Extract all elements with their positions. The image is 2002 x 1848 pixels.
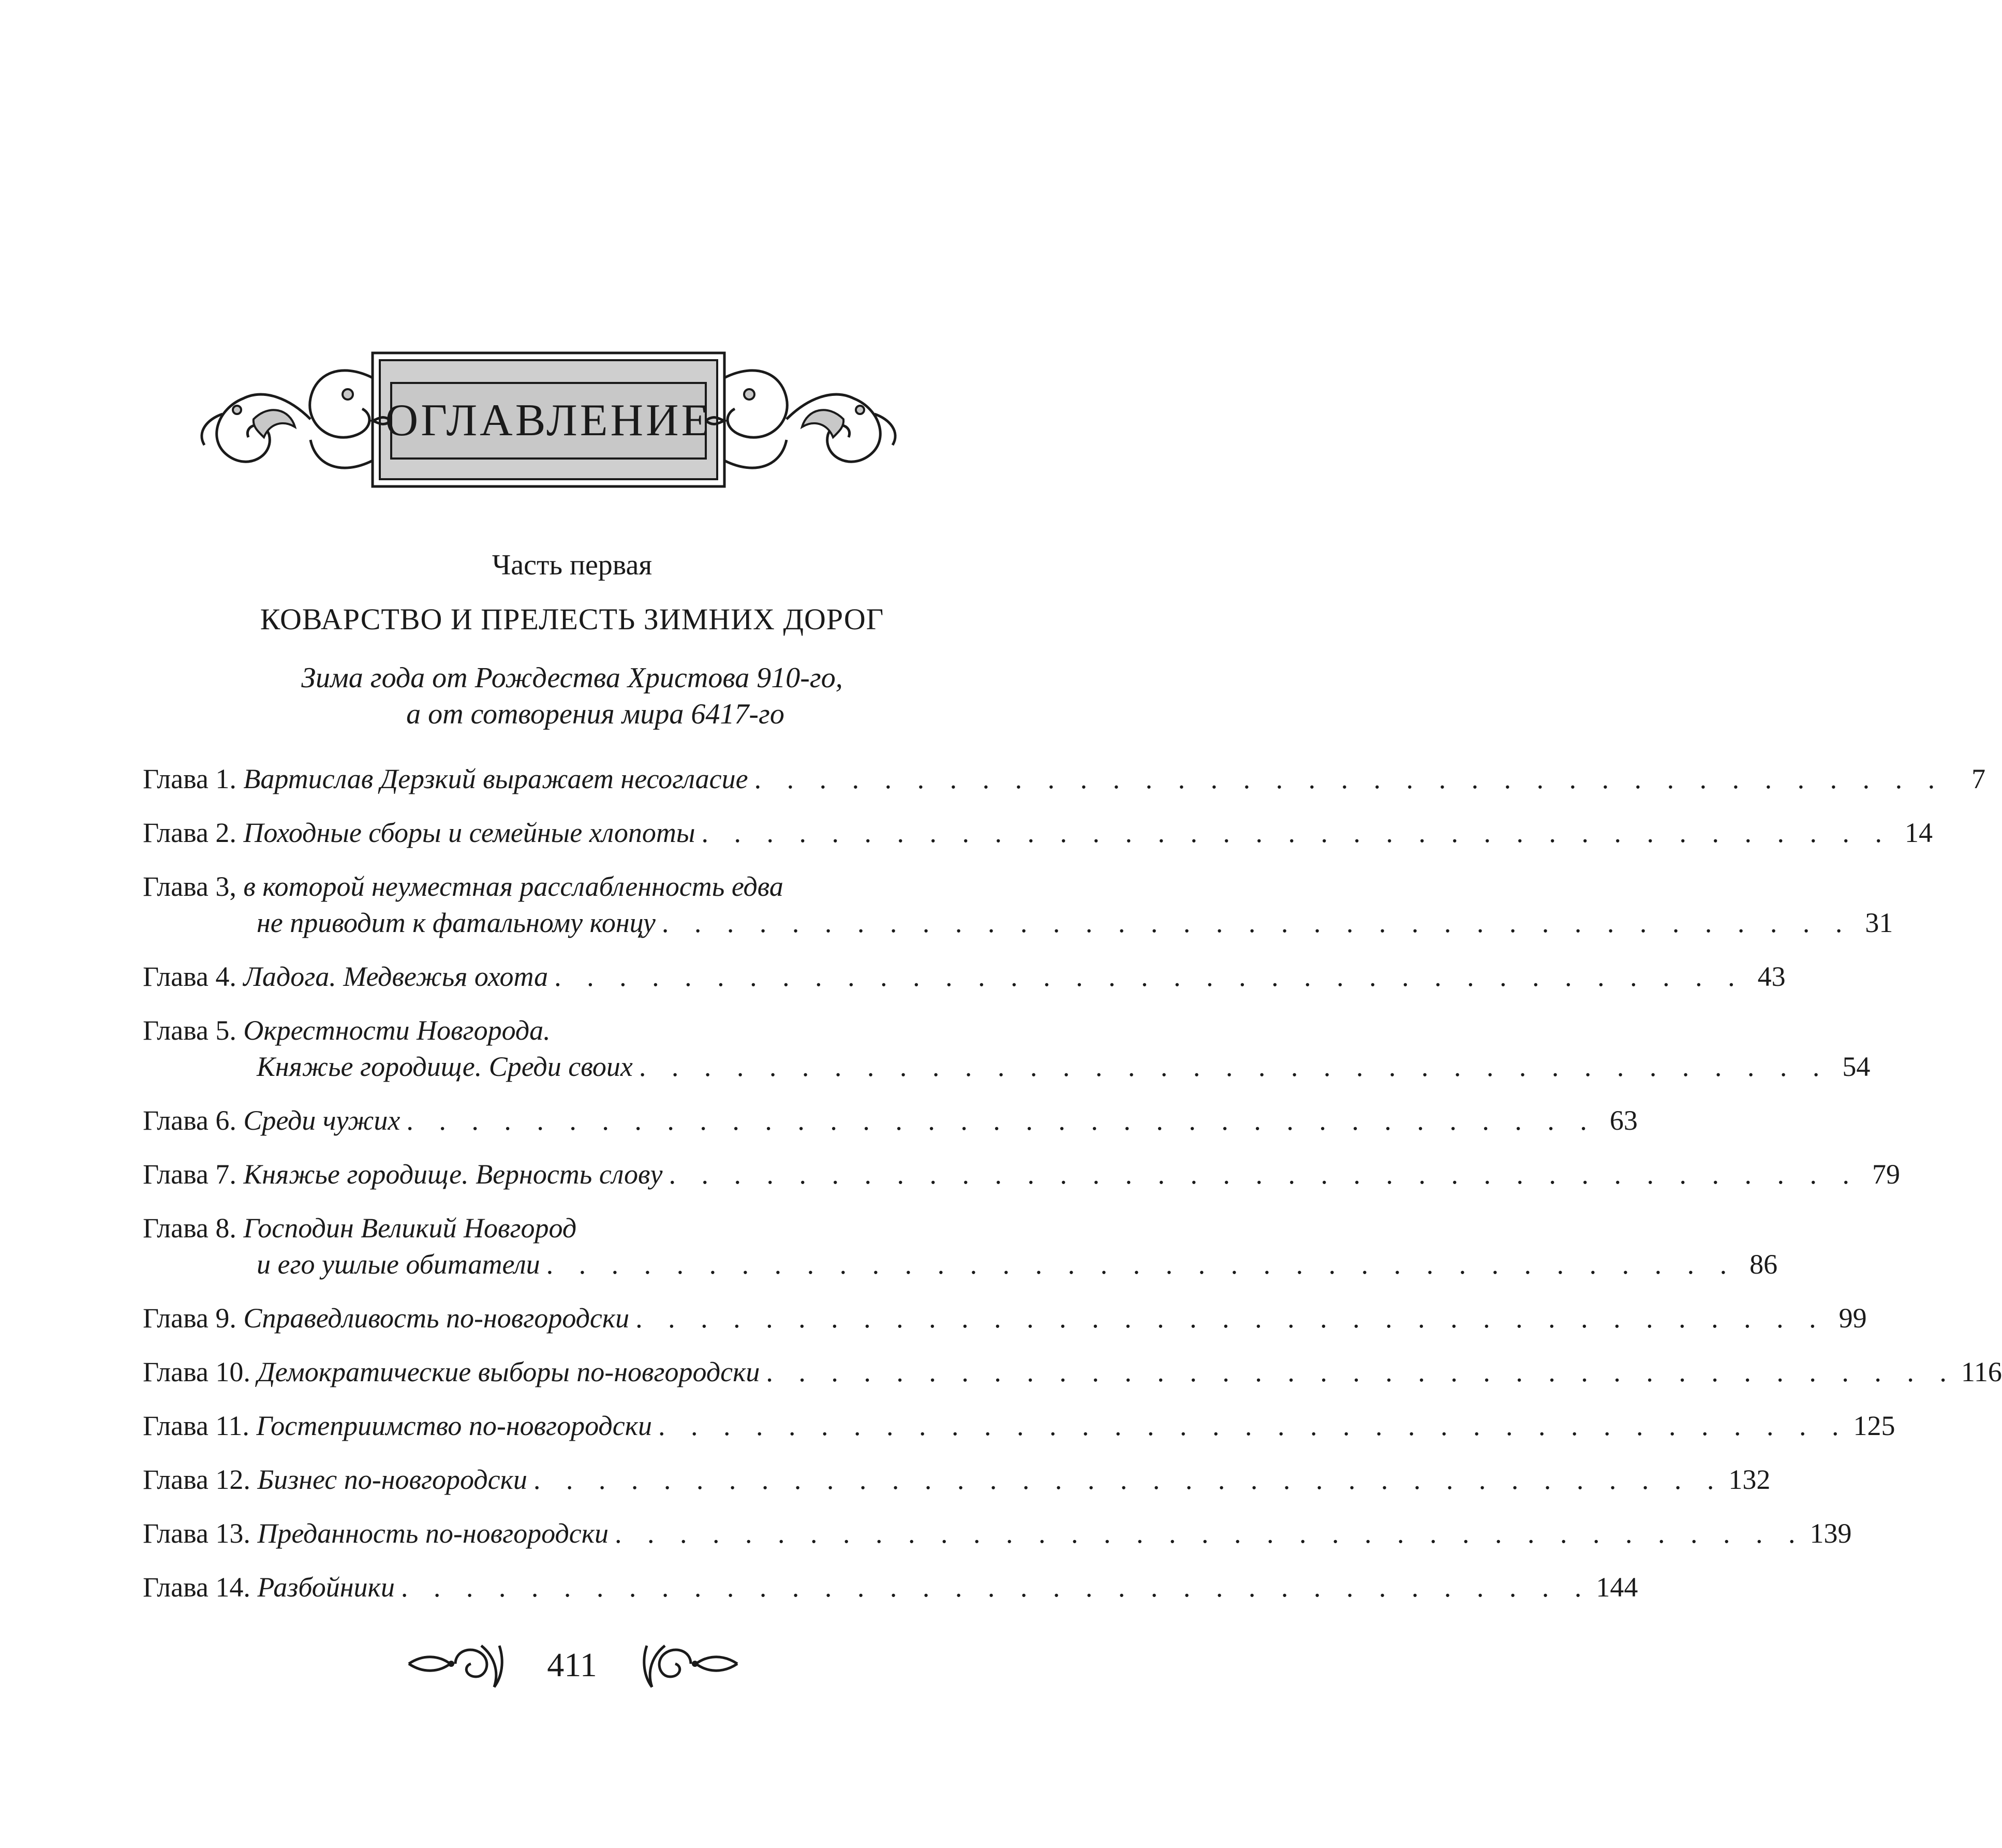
chapter-title: в которой неуместная расслабленность едва: [243, 871, 783, 902]
dot-leader: . . . . . . . . . . . . . . . . . . . . . . . . . . . . . . . . . . . . .: [661, 907, 1852, 938]
page-number: 125: [1853, 1410, 1895, 1441]
page-number: 132: [1728, 1464, 1771, 1495]
page-title: ОГЛАВЛЕНИЕ: [385, 395, 712, 446]
page-number: 43: [1757, 961, 1786, 992]
chapter-title: Демократические выборы по-новгородски: [257, 1356, 760, 1387]
chapter-title: Ладога. Медвежья охота: [243, 961, 548, 992]
chapter-title: Преданность по-новгородски: [257, 1518, 609, 1549]
chapter-title: Разбойники: [257, 1572, 395, 1603]
chapter-title: Среди чужих: [243, 1105, 401, 1136]
toc-entry[interactable]: [143, 1012, 1871, 1085]
chapter-label: Глава 5.: [143, 1015, 236, 1046]
dot-leader: . . . . . . . . . . . . . . . . . . . . . . . . . . . . . . . . . . . . .: [546, 1249, 1737, 1280]
page-number: 7: [1971, 763, 1986, 794]
toc-entry[interactable]: [143, 1102, 1638, 1139]
chapter-title-continued: Княжье городище. Среди своих: [257, 1051, 633, 1082]
dot-leader: . . . . . . . . . . . . . . . . . . . . . . . . . . . . . . . . . . . . .: [401, 1572, 1591, 1603]
toc-entry[interactable]: [143, 1461, 1771, 1498]
toc-entry[interactable]: [143, 958, 1786, 995]
chapter-label: Глава 8.: [143, 1213, 236, 1244]
page-number: 99: [1838, 1303, 1867, 1334]
toc-entry[interactable]: [143, 1300, 1867, 1336]
toc-entry[interactable]: [143, 1515, 1852, 1551]
chapter-title: Вартислав Дерзкий выражает несогласие: [243, 763, 748, 794]
toc-entry[interactable]: [143, 1569, 1638, 1605]
part-title: КОВАРСТВО И ПРЕЛЕСТЬ ЗИМНИХ ДОРОГ: [260, 602, 884, 636]
table-of-contents: [143, 761, 2002, 1623]
dot-leader: . . . . . . . . . . . . . . . . . . . . . . . . . . . . . . . . . . . . .: [406, 1105, 1596, 1136]
header-banner: [186, 342, 911, 497]
dot-leader: . . . . . . . . . . . . . . . . . . . . . . . . . . . . . . . . . . . . .: [554, 961, 1744, 992]
chapter-label: Глава 7.: [143, 1159, 236, 1190]
page-folio: 411: [547, 1646, 597, 1684]
chapter-title: Гостеприимство по-новгородски: [256, 1410, 652, 1441]
chapter-label: Глава 13.: [143, 1518, 250, 1549]
toc-entry[interactable]: [143, 1408, 1895, 1444]
chapter-title: Господин Великий Новгород: [243, 1213, 577, 1244]
dot-leader: . . . . . . . . . . . . . . . . . . . . . . . . . . . . . . . . . . . . .: [533, 1464, 1724, 1495]
chapter-label: Глава 4.: [143, 961, 236, 992]
page-number: 14: [1904, 817, 1933, 848]
page-number: 139: [1810, 1518, 1852, 1549]
chapter-label: Глава 1.: [143, 763, 236, 794]
toc-entry[interactable]: [143, 1156, 1900, 1192]
chapter-title: Окрестности Новгорода.: [243, 1015, 551, 1046]
chapter-label: Глава 3,: [143, 871, 236, 902]
dot-leader: . . . . . . . . . . . . . . . . . . . . . . . . . . . . . . . . . . . . .: [669, 1159, 1859, 1190]
dot-leader: . . . . . . . . . . . . . . . . . . . . . . . . . . . . . . . . . . . . .: [639, 1051, 1829, 1082]
chapter-title: Княжье городище. Верность слову: [243, 1159, 663, 1190]
toc-entry[interactable]: [143, 1210, 1778, 1282]
page-number: 116: [1961, 1356, 2002, 1387]
page-footer: [0, 1635, 1144, 1692]
chapter-label: Глава 6.: [143, 1105, 236, 1136]
toc-entry[interactable]: [143, 868, 1893, 941]
dot-leader: . . . . . . . . . . . . . . . . . . . . . . . . . . . . . . . . . . . . .: [766, 1356, 1956, 1387]
chapter-title: Походные сборы и семейные хлопоты: [243, 817, 695, 848]
dot-leader: . . . . . . . . . . . . . . . . . . . . . . . . . . . . . . . . . . . . .: [635, 1303, 1826, 1334]
page-number: 86: [1749, 1249, 1778, 1280]
dot-leader: . . . . . . . . . . . . . . . . . . . . . . . . . . . . . . . . . . . . .: [615, 1518, 1805, 1549]
chapter-label: Глава 2.: [143, 817, 236, 848]
chapter-title-continued: не приводит к фатальному концу: [257, 907, 656, 938]
toc-entry[interactable]: [143, 815, 1933, 851]
chapter-label: Глава 10.: [143, 1356, 250, 1387]
page-number: 54: [1842, 1051, 1871, 1082]
page-number: 63: [1609, 1105, 1638, 1136]
chapter-title: Справедливость по-новгородски: [243, 1303, 630, 1334]
dot-leader: . . . . . . . . . . . . . . . . . . . . . . . . . . . . . . . . . . . . .: [658, 1410, 1848, 1441]
chapter-label: Глава 12.: [143, 1464, 250, 1495]
part-label: Часть первая: [492, 549, 652, 581]
toc-entry[interactable]: [143, 1354, 2002, 1390]
toc-entry[interactable]: [143, 761, 1986, 797]
dot-leader: . . . . . . . . . . . . . . . . . . . . . . . . . . . . . . . . . . . . .: [701, 817, 1891, 848]
dot-leader: . . . . . . . . . . . . . . . . . . . . . . . . . . . . . . . . . . . . .: [754, 763, 1945, 794]
epigraph-line: Зима года от Рождества Христова 910-го,: [301, 662, 843, 694]
epigraph: [0, 660, 1144, 732]
chapter-label: Глава 11.: [143, 1410, 249, 1441]
chapter-title: Бизнес по-новгородски: [257, 1464, 527, 1495]
chapter-label: Глава 14.: [143, 1572, 250, 1603]
page-number: 144: [1596, 1572, 1638, 1603]
epigraph-line: а от сотворения мира 6417-го: [406, 698, 784, 730]
chapter-title-continued: и его ушлые обитатели: [257, 1249, 540, 1280]
page-number: 79: [1872, 1159, 1900, 1190]
chapter-label: Глава 9.: [143, 1303, 236, 1334]
page-number: 31: [1865, 907, 1893, 938]
